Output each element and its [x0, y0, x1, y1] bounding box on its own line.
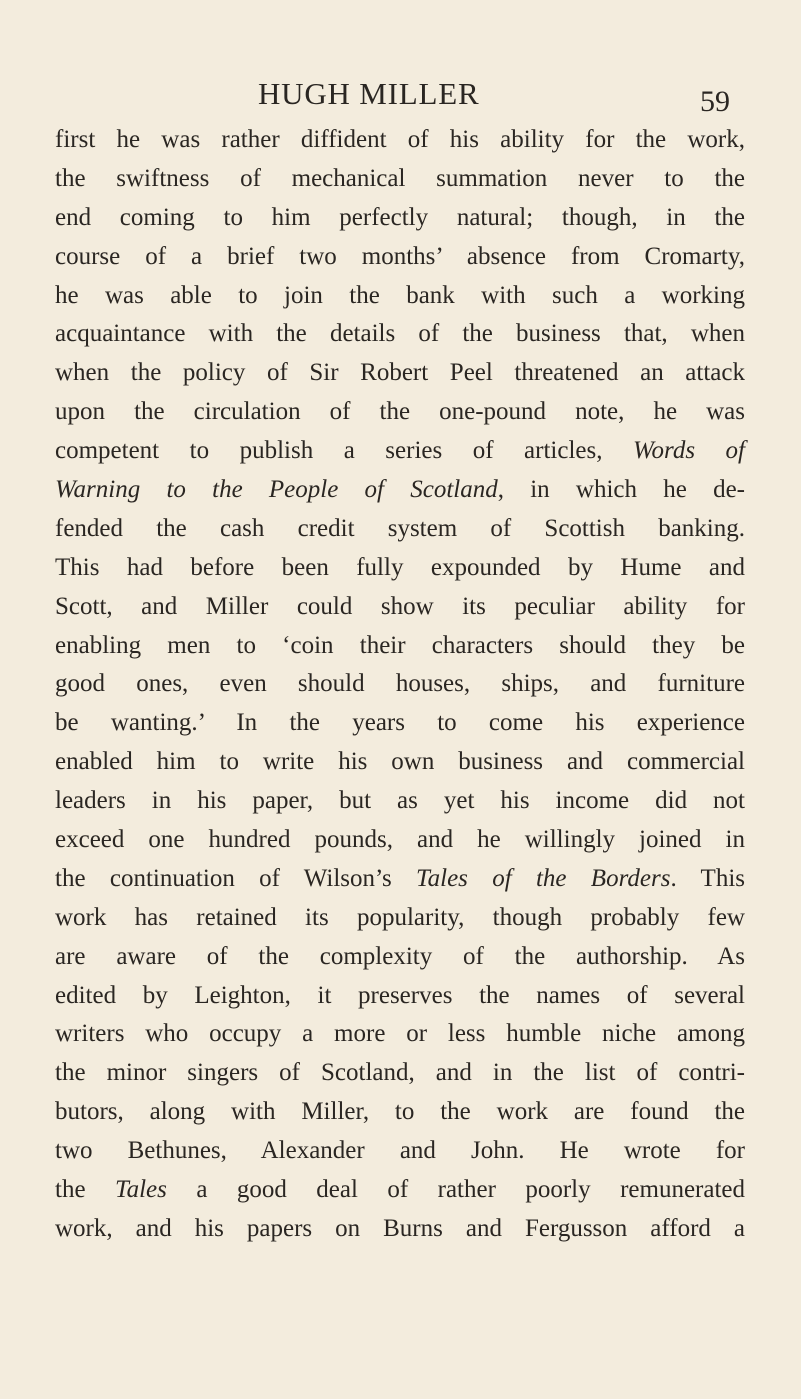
- line-text: exceed one hundred pounds, and he willingly joined in: [55, 826, 745, 854]
- line-text: good ones, even should houses, ships, and furniture: [55, 670, 745, 698]
- line-text: writers who occupy a more or less humble niche among: [55, 1020, 745, 1048]
- text-line: [55, 121, 745, 160]
- text-line: [55, 510, 745, 549]
- text-line: [55, 199, 745, 238]
- line-text: enabling men to ‘coin their characters should they be: [55, 631, 745, 659]
- text-line: [55, 549, 745, 588]
- text-line: [55, 938, 745, 977]
- text-line: [55, 1210, 745, 1249]
- page-number: 59: [700, 85, 730, 118]
- italic-title-words-of-warning: Words of: [632, 437, 745, 465]
- line-text: leaders in his paper, but as yet his income did not: [55, 787, 745, 815]
- text-line: [55, 860, 745, 899]
- line-text: work, and his papers on Burns and Fergusson afford a: [55, 1214, 745, 1242]
- running-title: HUGH MILLER: [258, 76, 480, 111]
- line-text: he was able to join the bank with such a working: [55, 281, 745, 309]
- italic-title-tales-of-the-borders: Tales of the Borders: [416, 864, 671, 892]
- text-line: [55, 1015, 745, 1054]
- body-text: [55, 121, 745, 1249]
- text-line: [55, 160, 745, 199]
- text-line: [55, 1132, 745, 1171]
- text-line: [55, 432, 745, 471]
- line-text: edited by Leighton, it preserves the names of several: [55, 981, 745, 1009]
- line-text: competent to publish a series of articles,: [55, 437, 633, 465]
- line-text: upon the circulation of the one-pound note, he was: [55, 398, 745, 426]
- line-text: , in which he de-: [497, 476, 745, 504]
- line-text: when the policy of Sir Robert Peel threatened an attack: [55, 359, 745, 387]
- line-text: butors, along with Miller, to the work are found the: [55, 1098, 745, 1126]
- italic-title-words-of-warning: Warning to the People of Scotland: [55, 476, 498, 504]
- text-line: [55, 627, 745, 666]
- line-text: two Bethunes, Alexander and John. He wrote for: [55, 1137, 745, 1165]
- line-text: work has retained its popularity, though probably few: [55, 903, 745, 931]
- text-line: [55, 782, 745, 821]
- line-text: the continuation of Wilson’s: [55, 864, 417, 892]
- text-line: [55, 743, 745, 782]
- line-text: Scott, and Miller could show its peculiar ability for: [55, 592, 745, 620]
- text-line: [55, 1054, 745, 1093]
- line-text: are aware of the complexity of the authorship. As: [55, 942, 745, 970]
- text-line: [55, 315, 745, 354]
- line-text: the minor singers of Scotland, and in the list of contri-: [55, 1059, 745, 1087]
- text-line: [55, 354, 745, 393]
- text-line: [55, 665, 745, 704]
- line-text: This had before been fully expounded by Hume and: [55, 553, 745, 581]
- text-line: [55, 238, 745, 277]
- line-text: enabled him to write his own business and commercial: [55, 748, 745, 776]
- text-line: [55, 899, 745, 938]
- running-head: [0, 74, 801, 118]
- text-line: [55, 588, 745, 627]
- line-text: a good deal of rather poorly remunerated: [166, 1176, 745, 1204]
- line-text: . This: [670, 864, 745, 892]
- text-line: [55, 1093, 745, 1132]
- line-text: the: [55, 1176, 115, 1204]
- line-text: first he was rather diffident of his ability for the work,: [55, 126, 745, 153]
- text-line: [55, 704, 745, 743]
- text-line: [55, 821, 745, 860]
- line-text: be wanting.’ In the years to come his experience: [55, 709, 745, 737]
- text-line: [55, 277, 745, 316]
- text-line: [55, 393, 745, 432]
- line-text: the swiftness of mechanical summation never to the: [55, 164, 745, 192]
- line-text: fended the cash credit system of Scottish banking.: [55, 514, 745, 542]
- line-text: end coming to him perfectly natural; though, in the: [55, 203, 745, 231]
- line-text: course of a brief two months’ absence from Cromarty,: [55, 242, 745, 270]
- line-text: acquaintance with the details of the business that, when: [55, 320, 745, 348]
- text-line: [55, 471, 745, 510]
- text-line: [55, 1171, 745, 1210]
- italic-title-tales: Tales: [114, 1176, 167, 1204]
- text-line: [55, 977, 745, 1016]
